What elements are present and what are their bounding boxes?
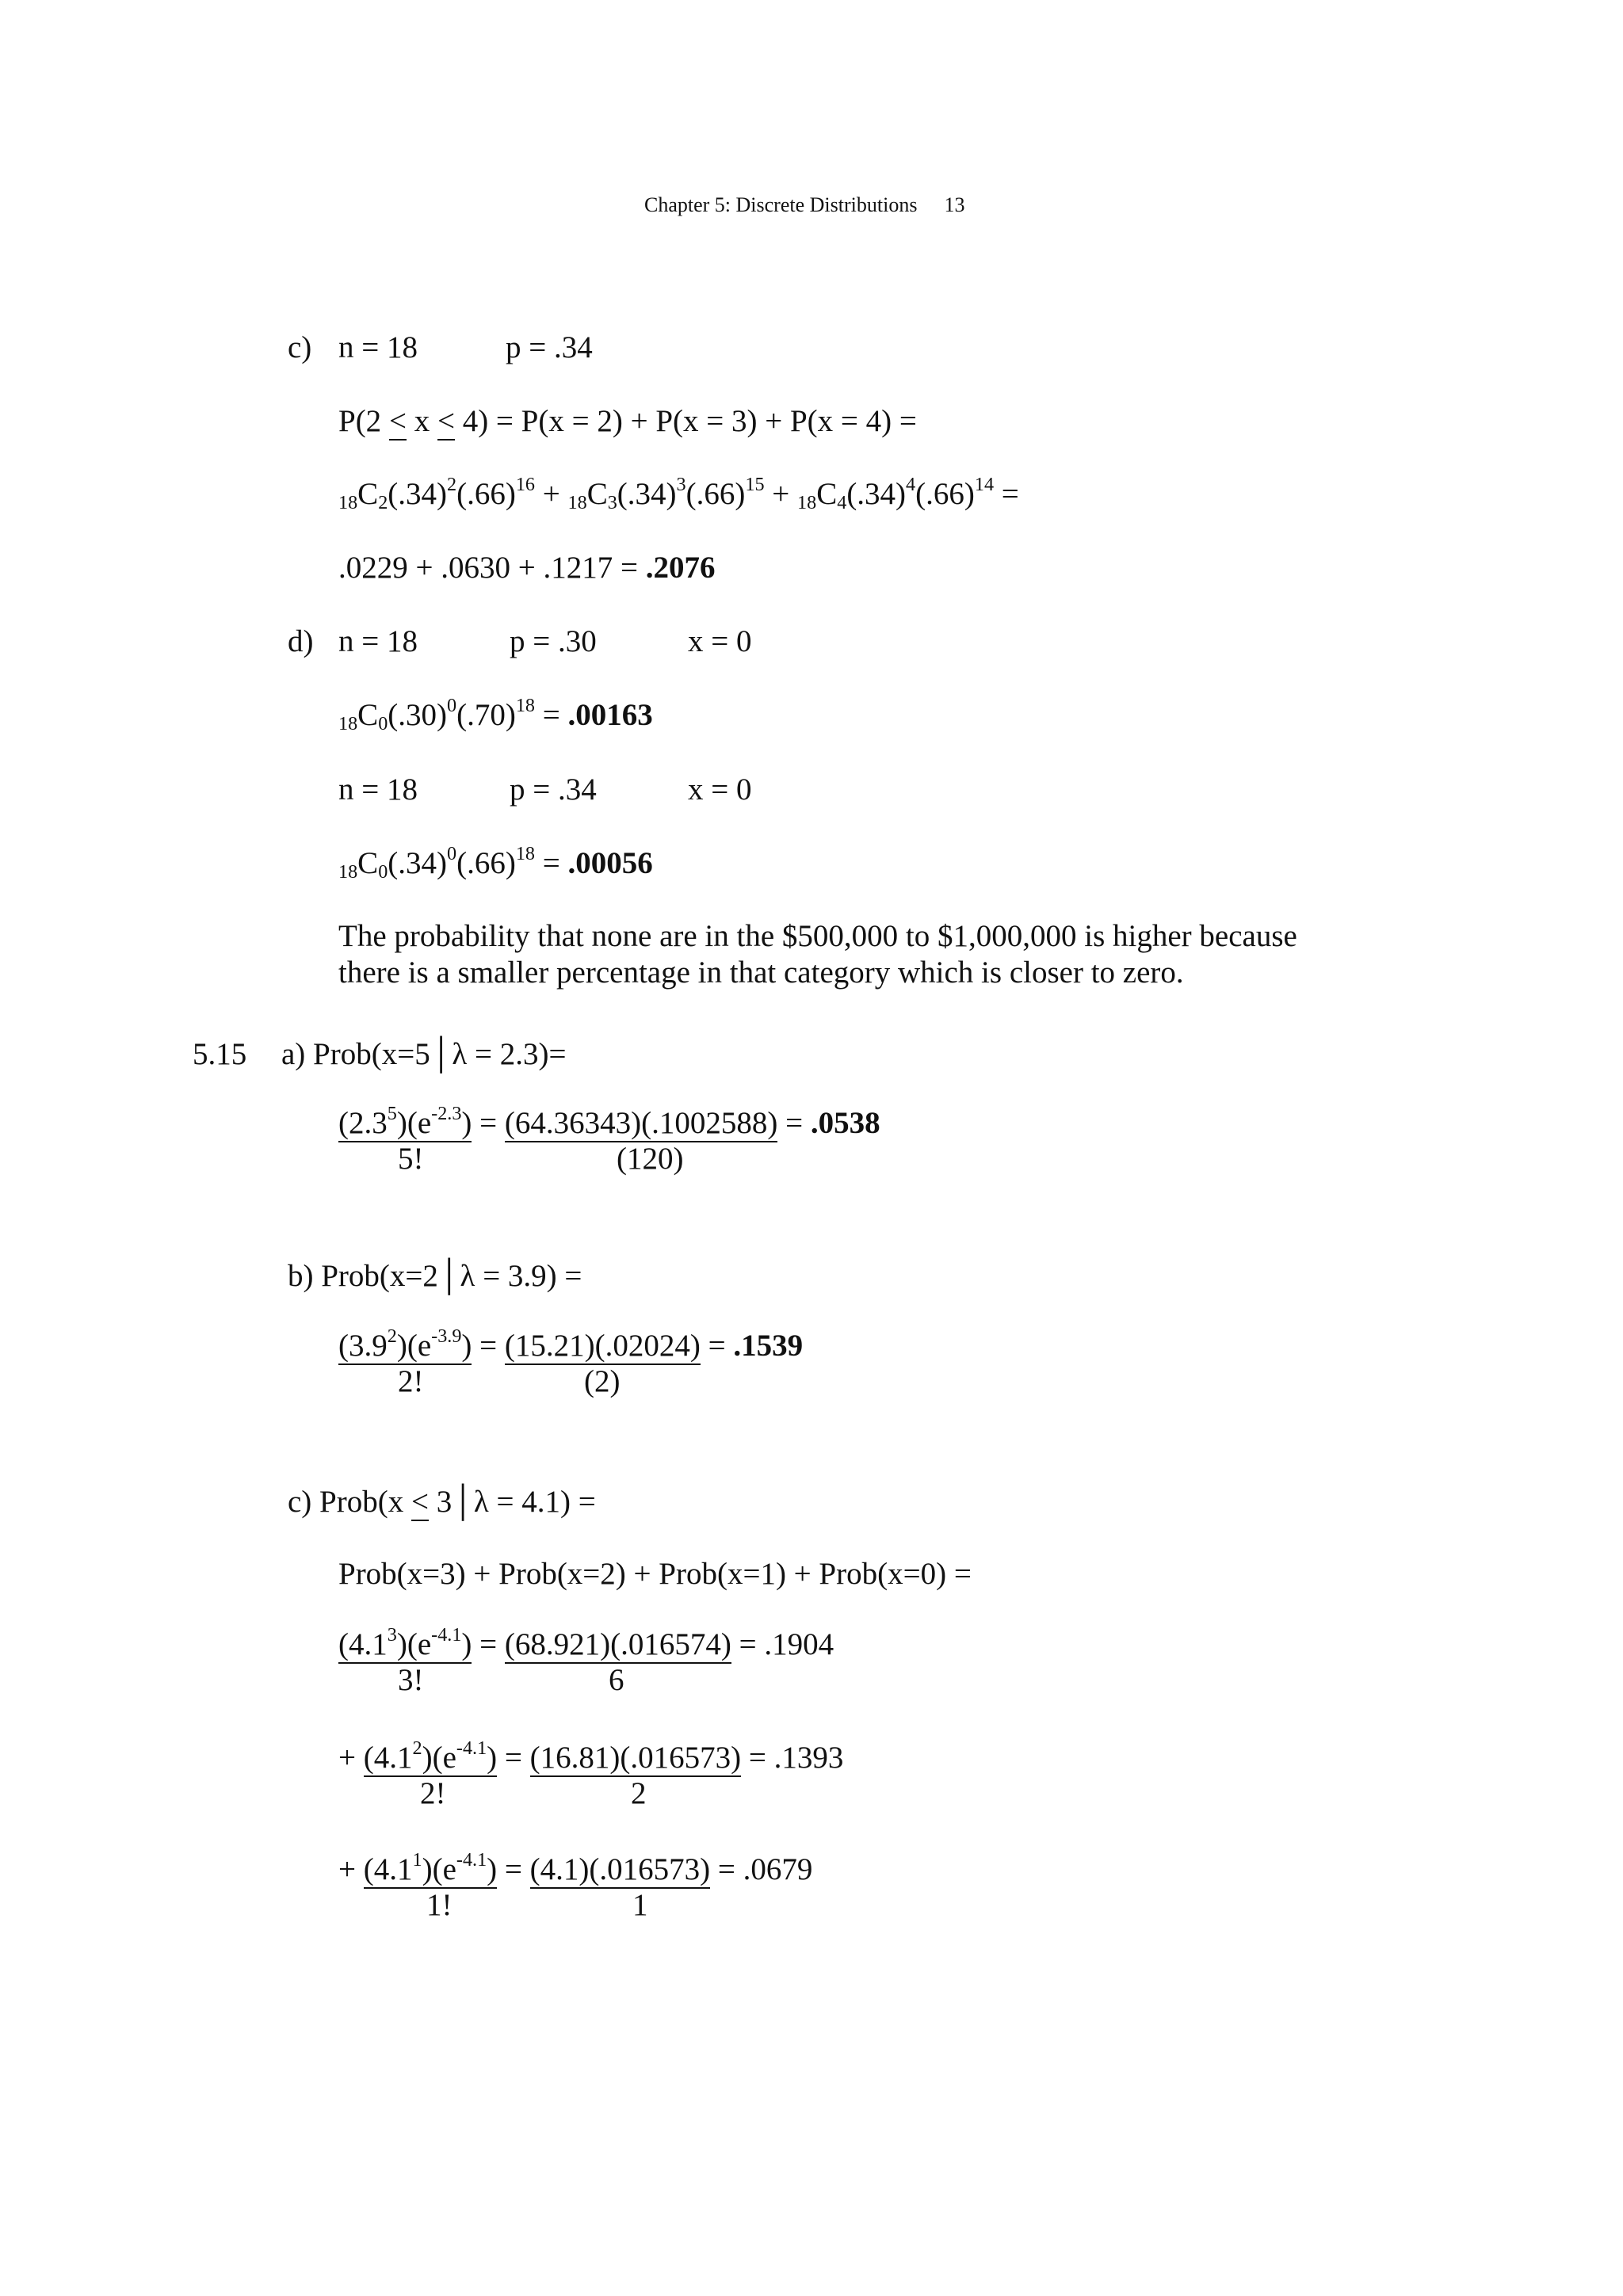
part-d-note-line1: The probability that none are in the $500,000 to $1,000,000 is higher because [338,919,1297,953]
problem-number: 5.15 [193,1037,247,1071]
page-number: 13 [944,193,965,216]
part-d-eq1: $18C_0(.30)^0(.70)^{18} = .00163$ [338,695,653,735]
part-d-eq2: $18C_0(.34)^0(.66)^{18} = .00056$ [338,843,653,883]
part-d-p: p = .30 [510,624,597,658]
problem-5-15-a-den1: 5! [398,1142,424,1176]
part-d-p2: p = .34 [510,772,597,807]
part-c-result: .2076 [645,551,716,585]
part-d-x2: x = 0 [688,772,752,807]
problem-5-15-c-row2: + $(4.1^2)(e^{-4.1}) = (16.81)(.016573) = .1393$ [338,1740,843,1777]
part-c-n: n = 18 [338,330,418,364]
problem-5-15-c-row3-den2: 1 [632,1888,648,1922]
part-d-note-line2: there is a smaller percentage in that category which is closer to zero. [338,955,1184,990]
problem-5-15-a-question: a) Prob(x=5│λ = 2.3)= [281,1037,567,1071]
part-d-n2: n = 18 [338,772,418,807]
part-c-p: p = .34 [506,330,593,364]
problem-5-15-a-den2: (120) [617,1142,684,1176]
problem-5-15-c-row2-den1: 2! [420,1776,446,1810]
problem-5-15-c-question: c) Prob(x < 3│λ = 4.1) = [288,1486,596,1517]
problem-5-15-c-row1: $(4.1^3)(e^{-4.1}) = (68.921)(.016574) = .1904$ [338,1627,834,1664]
part-d-label: d) [288,624,314,658]
problem-5-15-b-result: .1539 [733,1329,804,1363]
part-c-sum: .0229 + .0630 + .1217 = .2076 [338,551,716,585]
problem-5-15-b-den1: 2! [398,1364,424,1398]
part-d-x: x = 0 [688,624,752,658]
problem-5-15-c-row2-den2: 2 [631,1776,647,1810]
part-c-label: c) [288,330,312,364]
problem-5-15-c-row3-den1: 1! [426,1888,453,1922]
problem-5-15-c-row1-den1: 3! [398,1663,424,1697]
problem-5-15-b-den2: (2) [584,1364,621,1398]
part-d-n: n = 18 [338,624,418,658]
chapter-title: Chapter 5: Discrete Distributions [644,193,918,216]
problem-5-15-c-row3: + $(4.1^1)(e^{-4.1}) = (4.1)(.016573) = .0679$ [338,1852,812,1889]
part-c-prob-expression: P(2 < x < 4) = P(x = 2) + P(x = 3) + P(x = 4) = [338,406,917,437]
problem-5-15-c-row1-den2: 6 [609,1663,624,1697]
problem-5-15-a-work: $(2.3^5)(e^{-2.3}) = (64.36343)(.1002588) = .0538$ [338,1105,880,1142]
problem-5-15-a-result: .0538 [810,1106,880,1140]
problem-5-15-c-sum: Prob(x=3) + Prob(x=2) + Prob(x=1) + Prob(x=0) = [338,1557,972,1591]
problem-5-15-b-work: $(3.9^2)(e^{-3.9}) = (15.21)(.02024) = .1539$ [338,1328,803,1365]
part-c-binomial-terms: $18C_2(.34)^2(.66)^{16} + 18C_3(.34)^3(.66)^{15} + 18C_4(.34)^4(.66)^{14}$ = [338,474,1019,514]
running-header [644,195,964,215]
problem-5-15-b-question: b) Prob(x=2│λ = 3.9) = [288,1259,582,1293]
